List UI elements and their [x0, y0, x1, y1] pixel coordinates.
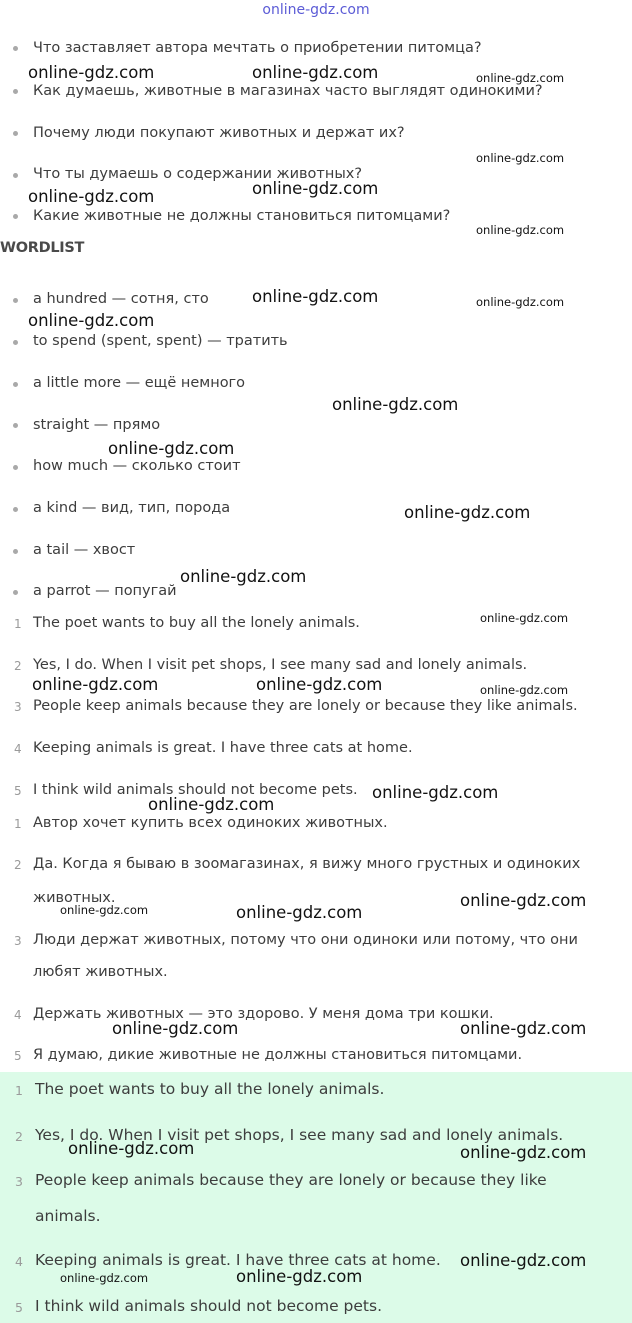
answer-number: 4 [15, 1254, 23, 1269]
watermark: online-gdz.com [480, 683, 569, 697]
wordlist-heading: WORDLIST [0, 240, 85, 256]
bullet-icon [13, 549, 18, 554]
watermark: online-gdz.com [32, 675, 159, 694]
watermark: online-gdz.com [112, 1019, 239, 1038]
bullet-icon [13, 423, 18, 428]
bullet-icon [13, 590, 18, 595]
watermark: online-gdz.com [252, 63, 379, 82]
answer-text: I think wild animals should not become pets. [35, 1297, 383, 1315]
answer-text-continuation: animals. [35, 1207, 101, 1225]
wordlist-item: a kind — вид, тип, порода [33, 500, 231, 516]
watermark: online-gdz.com [148, 795, 275, 814]
watermark: online-gdz.com [28, 187, 155, 206]
question-item: Что ты думаешь о содержании животных? [33, 166, 363, 182]
bullet-icon [13, 465, 18, 470]
wordlist-item: how much — сколько стоит [33, 458, 241, 474]
watermark: online-gdz.com [460, 1019, 587, 1038]
answer-number: 1 [14, 617, 22, 631]
watermark: online-gdz.com [372, 783, 499, 802]
watermark: online-gdz.com [180, 567, 307, 586]
wordlist-item: to spend (spent, spent) — тратить [33, 333, 288, 349]
bullet-icon [13, 131, 18, 136]
question-item: Какие животные не должны становиться питомцами? [33, 208, 451, 224]
watermark: online-gdz.com [28, 63, 155, 82]
watermark: online-gdz.com [28, 311, 155, 330]
answer-number: 4 [14, 742, 22, 756]
answer-text-continuation: любят животных. [33, 964, 168, 980]
watermark: online-gdz.com [252, 287, 379, 306]
answer-text-continuation: животных. [33, 890, 116, 906]
watermark: online-gdz.com [68, 1139, 195, 1158]
question-item: Как думаешь, животные в магазинах часто выглядят одинокими? [33, 83, 543, 99]
watermark: online-gdz.com [476, 295, 565, 309]
bullet-icon [13, 507, 18, 512]
bullet-icon [13, 173, 18, 178]
bullet-icon [13, 382, 18, 387]
watermark: online-gdz.com [252, 179, 379, 198]
answer-number: 2 [14, 659, 22, 673]
watermark: online-gdz.com [460, 1143, 587, 1162]
watermark: online-gdz.com [476, 71, 565, 85]
answer-number: 1 [15, 1083, 23, 1098]
wordlist-item: a hundred — сотня, сто [33, 291, 209, 307]
bullet-icon [13, 298, 18, 303]
answer-text: I think wild animals should not become pets. [33, 782, 358, 798]
answer-number: 5 [15, 1300, 23, 1315]
watermark: online-gdz.com [332, 395, 459, 414]
watermark: online-gdz.com [460, 891, 587, 910]
answer-text: Я думаю, дикие животные не должны становиться питомцами. [33, 1047, 523, 1063]
answer-text: The poet wants to buy all the lonely animals. [33, 615, 360, 631]
watermark: online-gdz.com [236, 1267, 363, 1286]
site-mark-top: online-gdz.com [262, 2, 370, 18]
watermark: online-gdz.com [460, 1251, 587, 1270]
answer-text: Люди держат животных, потому что они одиноки или потому, что они [33, 932, 578, 948]
answer-number: 3 [15, 1174, 23, 1189]
answer-text: Да. Когда я бываю в зоомагазинах, я вижу много грустных и одиноких [33, 856, 581, 872]
question-item: Что заставляет автора мечтать о приобретении питомца? [33, 40, 482, 56]
bullet-icon [13, 214, 18, 219]
answer-number: 3 [14, 700, 22, 714]
answer-text: Keeping animals is great. I have three cats at home. [35, 1251, 441, 1269]
wordlist-item: a little more — ещё немного [33, 375, 246, 391]
question-item: Почему люди покупают животных и держат их? [33, 125, 405, 141]
bullet-icon [13, 340, 18, 345]
answer-text: The poet wants to buy all the lonely animals. [35, 1080, 385, 1098]
answer-text: Keeping animals is great. I have three cats at home. [33, 740, 413, 756]
watermark: online-gdz.com [256, 675, 383, 694]
answer-number: 1 [14, 817, 22, 831]
watermark: online-gdz.com [480, 611, 569, 625]
answer-number: 3 [14, 934, 22, 948]
answer-text: People keep animals because they are lonely or because they like [35, 1171, 547, 1189]
wordlist-item: a parrot — попугай [33, 583, 177, 599]
watermark: online-gdz.com [476, 151, 565, 165]
watermark: online-gdz.com [108, 439, 235, 458]
answer-number: 5 [14, 1049, 22, 1063]
answer-number: 2 [15, 1129, 23, 1144]
bullet-icon [13, 89, 18, 94]
watermark: online-gdz.com [236, 903, 363, 922]
answer-text: Держать животных — это здорово. У меня дома три кошки. [33, 1006, 494, 1022]
answer-text: Yes, I do. When I visit pet shops, I see many sad and lonely animals. [35, 1126, 564, 1144]
answer-text: Yes, I do. When I visit pet shops, I see many sad and lonely animals. [33, 657, 528, 673]
answer-text: Автор хочет купить всех одиноких животных. [33, 815, 388, 831]
answer-number: 4 [14, 1008, 22, 1022]
watermark: online-gdz.com [404, 503, 531, 522]
wordlist-item: a tail — хвост [33, 542, 136, 558]
watermark: online-gdz.com [60, 1271, 149, 1285]
watermark: online-gdz.com [476, 223, 565, 237]
bullet-icon [13, 46, 18, 51]
answer-number: 5 [14, 784, 22, 798]
answer-text: People keep animals because they are lonely or because they like animals. [33, 698, 578, 714]
watermark: online-gdz.com [60, 903, 149, 917]
wordlist-item: straight — прямо [33, 417, 161, 433]
answer-number: 2 [14, 858, 22, 872]
